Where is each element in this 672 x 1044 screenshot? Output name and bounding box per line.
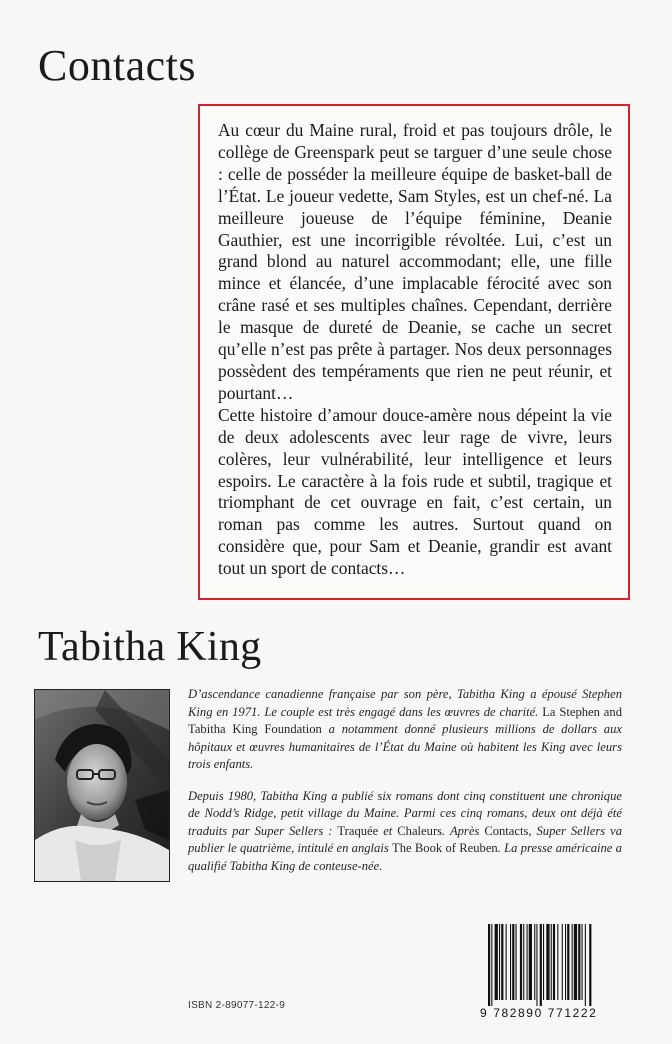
barcode-bar — [557, 924, 558, 1000]
barcode-bar — [540, 924, 542, 1006]
author-photo-image — [35, 690, 169, 881]
author-photo — [34, 689, 170, 882]
barcode-bar — [520, 924, 522, 1000]
barcode-bar — [572, 924, 573, 1000]
barcode-bar — [527, 924, 528, 1000]
book-title: Contacts — [38, 41, 196, 90]
barcode-bar — [567, 924, 569, 1000]
barcode-bar — [543, 924, 544, 1000]
barcode-bar — [582, 924, 583, 1000]
isbn-label: ISBN 2-89077-122-9 — [188, 1000, 286, 1011]
barcode-bar — [512, 924, 514, 1000]
barcode-bar — [578, 924, 580, 1000]
blurb-paragraph-1: Au cœur du Maine rural, froid et pas toujours drôle, le collège de Greenspark peut se targuer d’une seule chose : celle de posséder la meilleure équipe de basket-ball de l’État. Le joueur vedette, Sam Styles, est un chef-né. La meilleure joueuse de l’équipe féminine, Deanie Gauthier, est une incorrigible révoltée. Lui, c’est un grand blond au naturel accommodant; elle, une fille mince et élancée, d’une implacable férocité avec son crâne rasé et ses multiples chaînes. Cependant, derrière le masque de dureté de Deanie, se cache un secret qu’elle n’est pas prête à partager. Nos deux personnages possèdent des tempéraments que rien ne peut réunir, et pourtant… — [218, 120, 612, 403]
book-title-chaleurs: Chaleurs — [397, 823, 443, 838]
barcode-bar — [516, 924, 517, 1000]
barcode-bar — [536, 924, 537, 1006]
blurb-paragraph-2: Cette histoire d’amour douce-amère nous dépeint la vie de deux adolescents avec leur rage de vivre, leurs colères, leur vulnérabilité, leur intelligence et leurs espoirs. Le caractère à la fois rude et subtil, tragique et triomphant de cet ouvrage en fait, c’est certain, un roman pas comme les autres. Surtout quand on considère que, pour Sam et Deanie, grandir est avant tout un sport de contacts… — [218, 404, 612, 579]
barcode-bar — [589, 924, 591, 1006]
barcode-bar — [546, 924, 549, 1000]
barcode-bar — [495, 924, 498, 1000]
barcode-bar — [488, 924, 490, 1006]
barcode-bar — [499, 924, 500, 1000]
bio-text: a notamment donné plusieurs millions de dollars aux hôpitaux et œuvres humanitaires de l’État du Maine où habitent les King avec leurs trois enfants. — [188, 722, 622, 771]
bio-paragraph-2 — [188, 788, 622, 876]
bio-text: . Après — [442, 823, 485, 838]
bio-text: , Super Sellers va publier le quatrième, intitulé en anglais — [188, 823, 623, 855]
barcode — [480, 920, 628, 1024]
foundation-name: La Stephen and Tabitha King Foundation — [188, 704, 622, 736]
barcode-bar — [565, 924, 566, 1000]
barcode-bar — [529, 924, 532, 1000]
author-name: Tabitha King — [38, 624, 262, 670]
barcode-bar — [510, 924, 511, 1000]
barcode-bar — [553, 924, 555, 1000]
barcode-bars — [488, 924, 626, 1006]
barcode-bar — [551, 924, 552, 1000]
bio-text: et — [378, 823, 398, 838]
barcode-bar — [506, 924, 507, 1000]
barcode-bar — [562, 924, 563, 1000]
bio-text: Depuis 1980, Tabitha King a publié six romans dont cinq constituent une chronique de Nodd’s Ridge, petit village du Maine. Parmi ces cinq romans, deux ont déjà été traduits par Super Sellers : — [188, 788, 622, 838]
barcode-bar — [534, 924, 535, 1000]
blurb-box — [198, 104, 630, 600]
barcode-bar — [523, 924, 524, 1000]
barcode-bar — [501, 924, 503, 1000]
book-title-traquee: Traquée — [337, 823, 379, 838]
barcode-bar — [491, 924, 492, 1006]
barcode-bar — [574, 924, 577, 1000]
author-bio — [188, 686, 622, 889]
bio-paragraph-1 — [188, 686, 622, 774]
bio-text: . La presse américaine a qualifié Tabitha King de conteuse-née. — [188, 841, 622, 873]
barcode-bar — [585, 924, 586, 1006]
book-title-contacts: Contacts — [484, 823, 529, 838]
barcode-digits: 9 782890 771222 — [480, 1006, 598, 1020]
bio-text: D’ascendance canadienne française par son père, Tabitha King a épousé Stephen King en 1971. Le couple est très engagé dans les œuvres de charité. — [188, 687, 622, 719]
book-title-reuben: The Book of Reuben — [392, 841, 498, 855]
